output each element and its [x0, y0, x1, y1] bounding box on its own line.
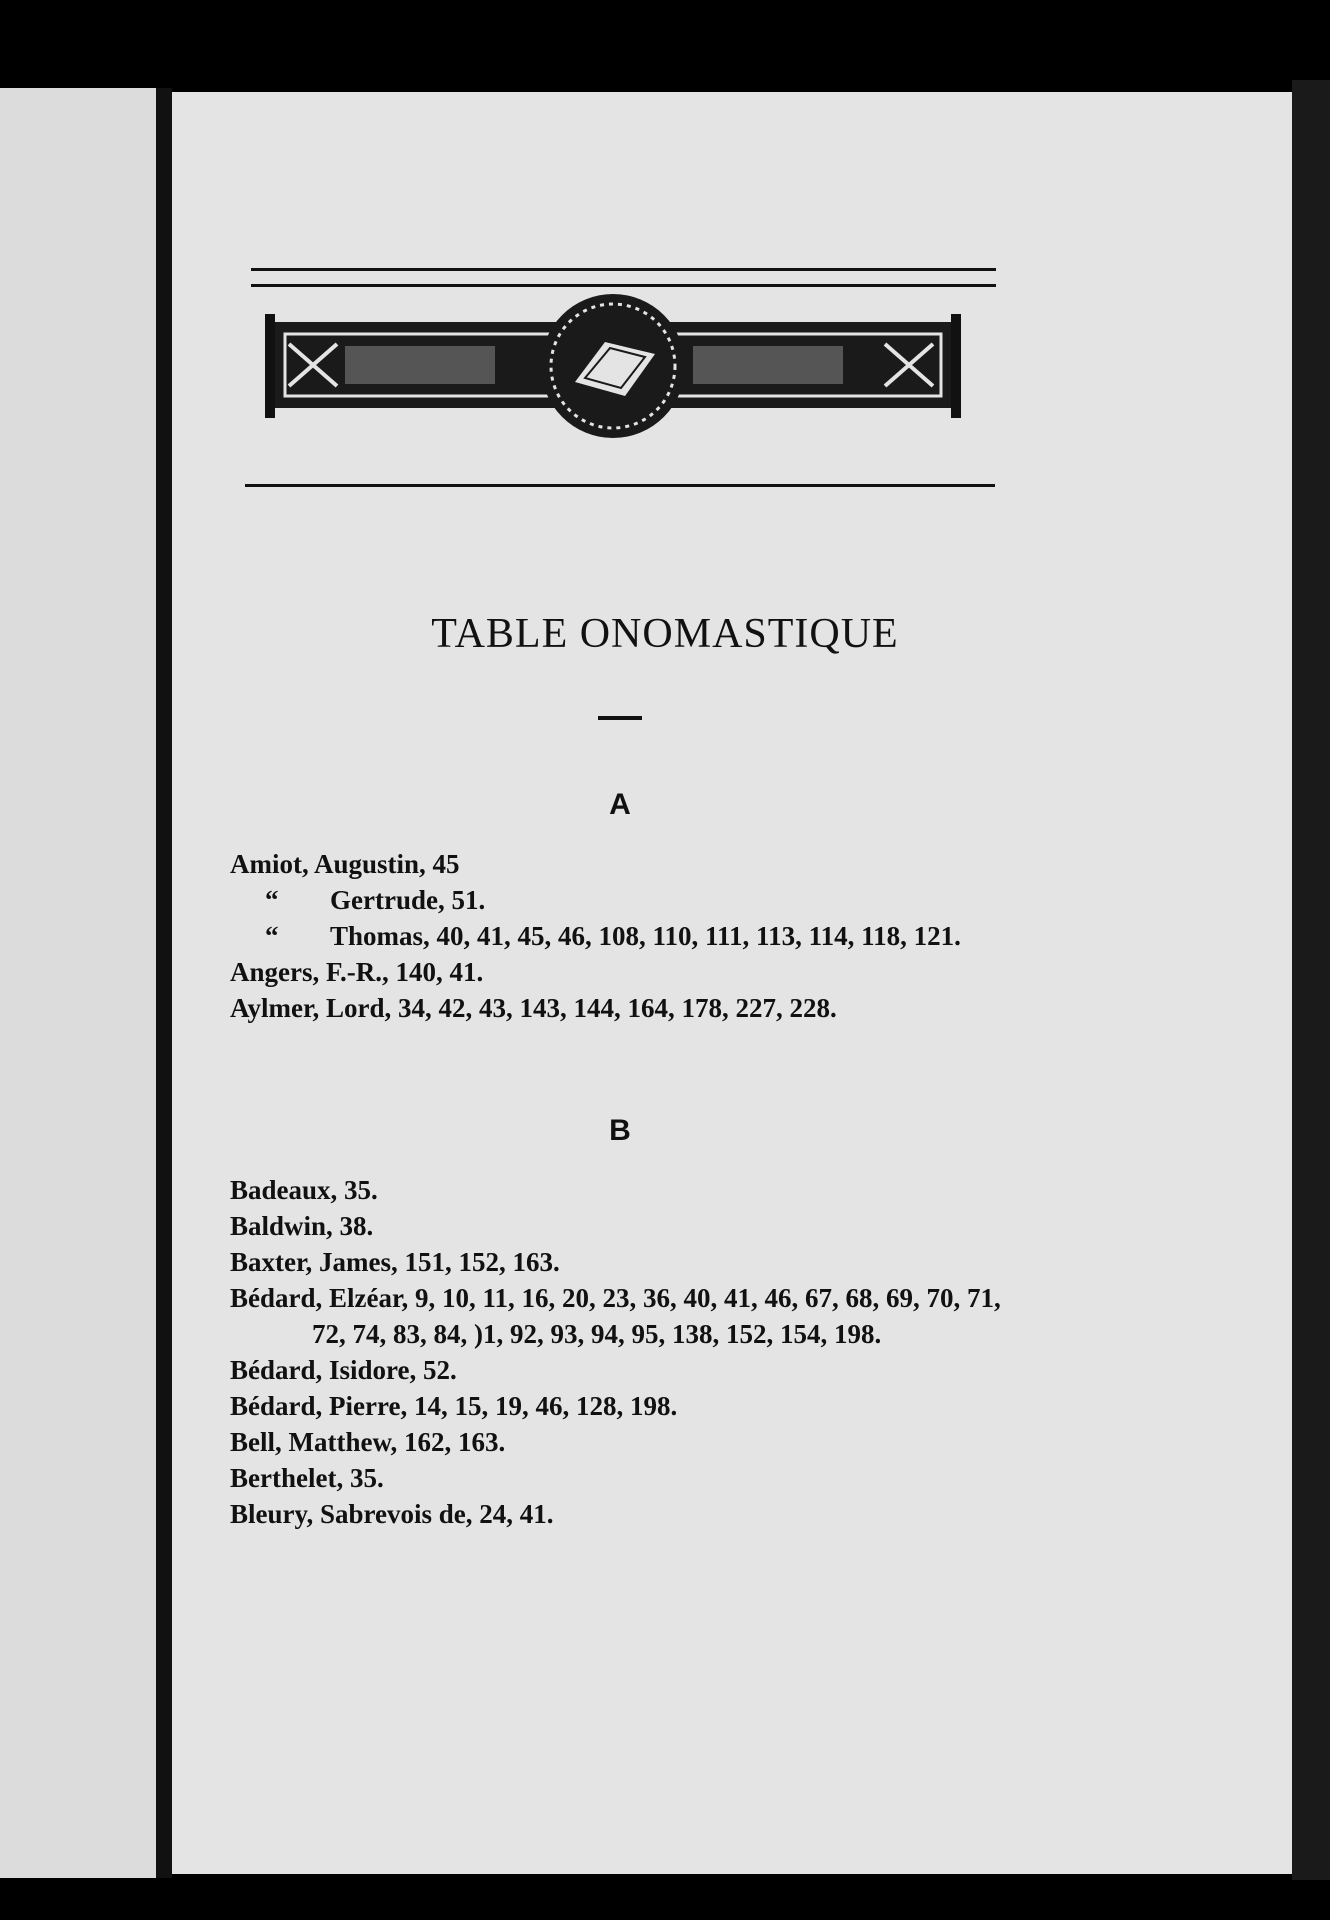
index-entry: Badeaux, 35.: [230, 1175, 378, 1205]
index-entry-text: Gertrude, 51.: [330, 885, 486, 915]
index-entry: Amiot, Augustin, 45: [230, 849, 460, 879]
index-entry-text: Thomas, 40, 41, 45, 46, 108, 110, 111, 113, 114, 118, 121.: [330, 921, 961, 951]
page-edge-right: [1292, 80, 1330, 1880]
page-title: TABLE ONOMASTIQUE: [431, 611, 899, 657]
index-entry: [230, 918, 1010, 954]
index-entry: Bédard, Isidore, 52.: [230, 1355, 457, 1385]
facing-page-edge: [0, 88, 156, 1878]
book-gutter: [156, 88, 172, 1878]
index-entry: Bell, Matthew, 162, 163.: [230, 1427, 506, 1457]
index-list-b: [230, 1172, 1010, 1532]
index-entry: Aylmer, Lord, 34, 42, 43, 143, 144, 164, 178, 227, 228.: [230, 993, 837, 1023]
index-entry: Baldwin, 38.: [230, 1211, 374, 1241]
index-entry: Angers, F.-R., 140, 41.: [230, 957, 484, 987]
index-entry: Berthelet, 35.: [230, 1463, 384, 1493]
title-divider: [598, 716, 642, 720]
section-letter-a: A: [609, 788, 631, 821]
ditto-mark: “: [265, 921, 279, 951]
header-ornament: [245, 262, 1005, 512]
index-list-a: [230, 846, 1010, 1026]
section-letter-b: B: [609, 1114, 631, 1147]
index-entry: Bédard, Elzéar, 9, 10, 11, 16, 20, 23, 36, 40, 41, 46, 67, 68, 69, 70, 71, 72, 74, 83, 84, )1, 92, 93, 94, 95, 138, 152, 154, 198.: [230, 1283, 1001, 1349]
ditto-mark: “: [265, 885, 279, 915]
index-entry: Baxter, James, 151, 152, 163.: [230, 1247, 560, 1277]
index-entry: [230, 882, 1010, 918]
index-entry: Bleury, Sabrevois de, 24, 41.: [230, 1499, 554, 1529]
index-entry: Bédard, Pierre, 14, 15, 19, 46, 128, 198.: [230, 1391, 678, 1421]
